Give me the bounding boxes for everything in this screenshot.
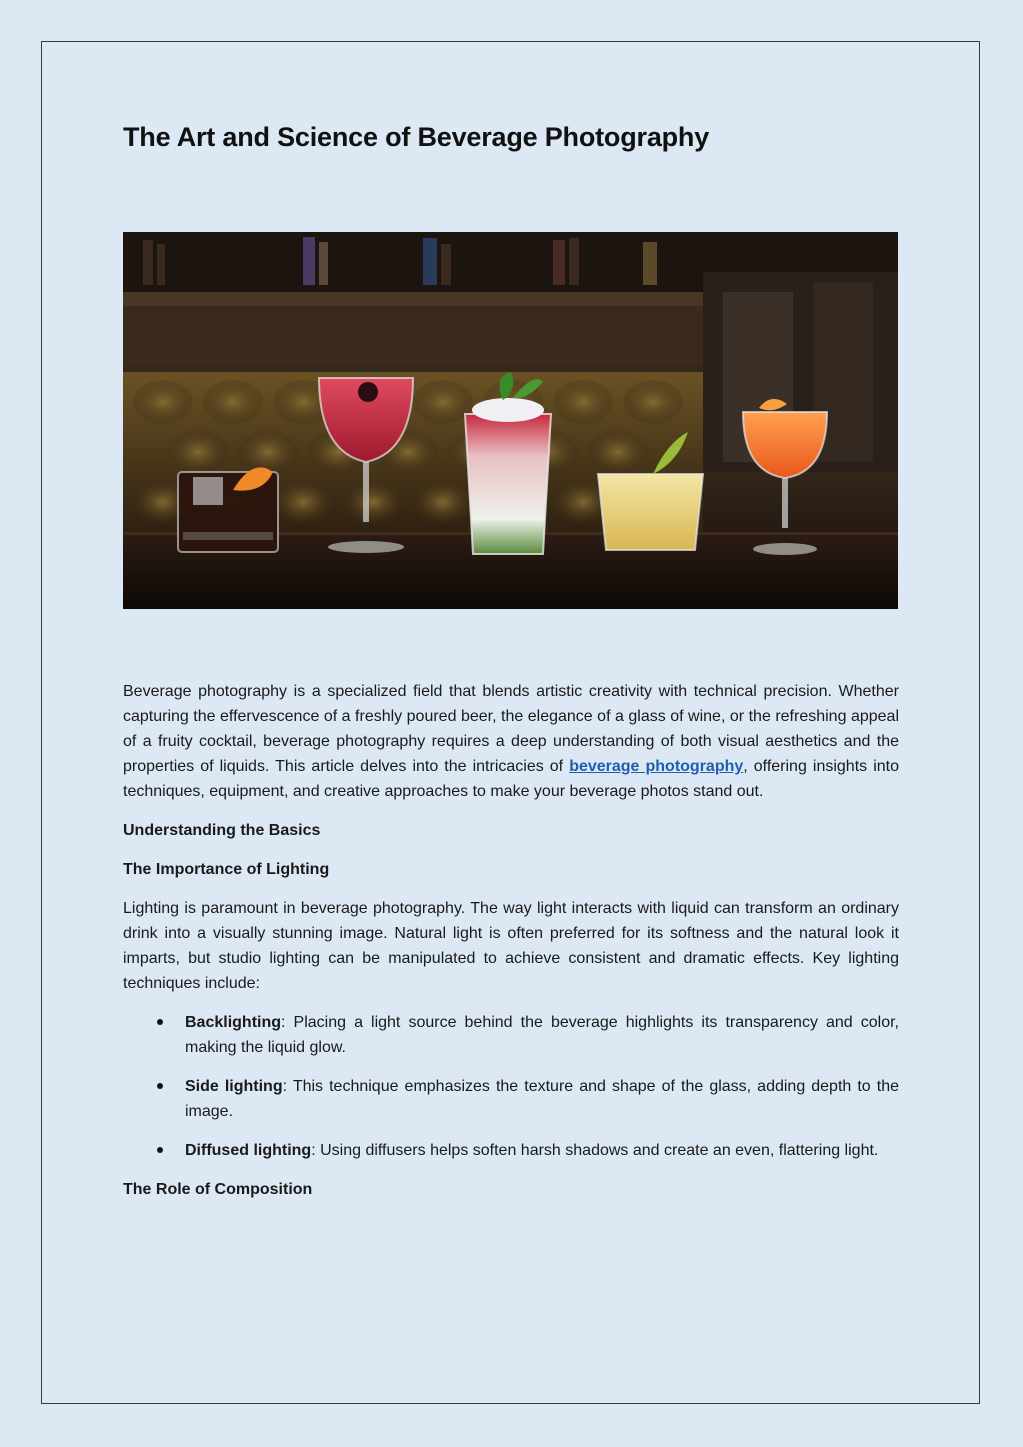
bullet-icon <box>157 1147 163 1153</box>
heading-importance-of-lighting: The Importance of Lighting <box>123 861 330 878</box>
technique-description: : Placing a light source behind the beverage highlights its transparency and color, making the liquid glow. <box>185 1014 899 1056</box>
technique-description: : This technique emphasizes the texture and shape of the glass, adding depth to the image. <box>185 1078 899 1120</box>
list-item <box>123 1010 899 1060</box>
heading-understanding-basics: Understanding the Basics <box>123 822 321 839</box>
heading-role-of-composition: The Role of Composition <box>123 1181 313 1198</box>
article-title: The Art and Science of Beverage Photography <box>123 122 710 152</box>
intro-text-before: Beverage photography is a specialized field that blends artistic creativity with technical precision. Whether capturing the effervescence of a freshly poured beer, the elegance of a glass of wine, or the refreshing appeal of a fruity cocktail, beverage photography requires a deep understanding of both visual aesthetics and the properties of liquids. This article delves into the intricacies of <box>123 683 899 775</box>
list-item <box>123 1138 899 1163</box>
technique-description: : Using diffusers helps soften harsh shadows and create an even, flattering light. <box>311 1142 879 1159</box>
lighting-techniques-list <box>123 1010 899 1163</box>
technique-term: Side lighting <box>185 1078 283 1095</box>
intro-text-after: , offering insights into techniques, equipment, and creative approaches to make your beverage photos stand out. <box>123 758 900 800</box>
beverage-photography-link[interactable]: beverage photography <box>569 758 744 775</box>
cocktails-illustration <box>123 232 898 609</box>
technique-term: Backlighting <box>185 1014 282 1031</box>
intro-paragraph <box>123 679 899 804</box>
technique-term: Diffused lighting <box>185 1142 312 1159</box>
lighting-paragraph: Lighting is paramount in beverage photography. The way light interacts with liquid can transform an ordinary drink into a visually stunning image. Natural light is often preferred for its softness and the natural look it imparts, but studio lighting can be manipulated to achieve consistent and dramatic effects. Key lighting techniques include: <box>123 900 899 992</box>
article-body <box>123 679 899 1202</box>
hero-image <box>123 232 898 609</box>
list-item <box>123 1074 899 1124</box>
bullet-icon <box>157 1083 163 1089</box>
bullet-icon <box>157 1019 163 1025</box>
